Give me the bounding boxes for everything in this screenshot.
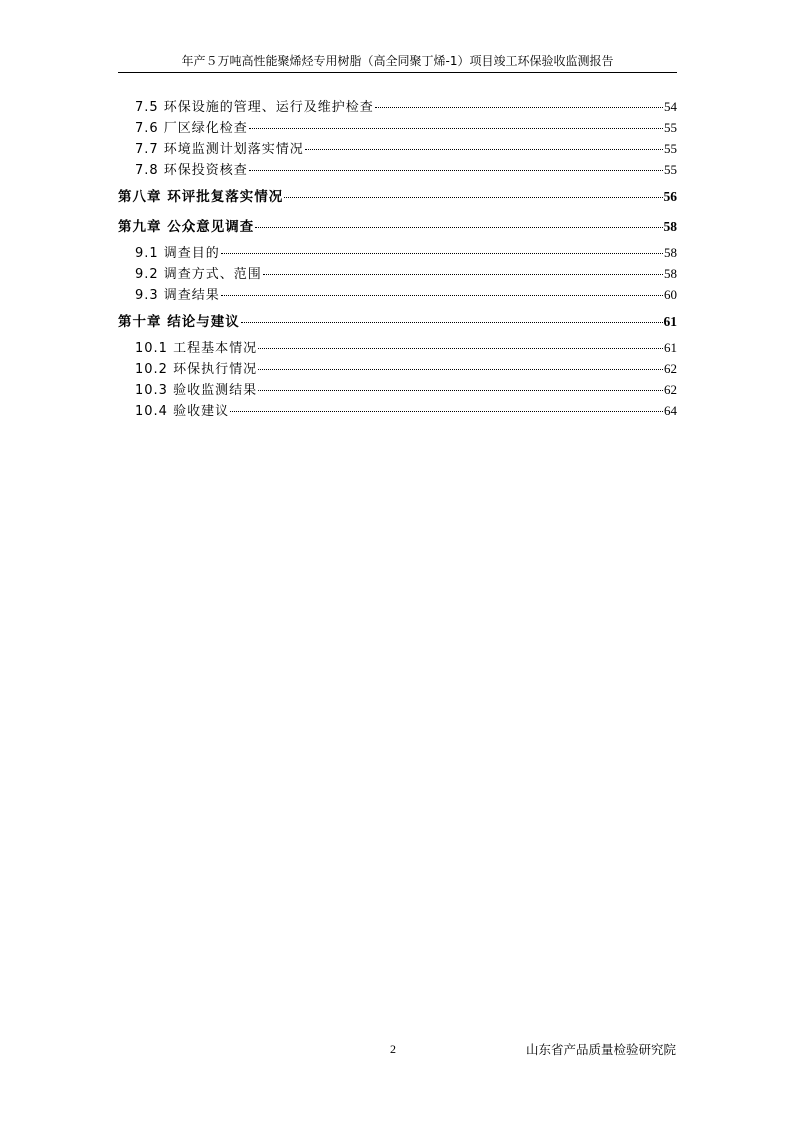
toc-entry-7-8[interactable] xyxy=(118,159,677,180)
toc-entry-page: 64 xyxy=(664,403,677,418)
toc-entry-9-3[interactable] xyxy=(118,284,677,305)
page-header xyxy=(118,52,677,73)
footer-organization: 山东省产品质量检验研究院 xyxy=(525,1042,676,1057)
toc-chapter-label: 第八章 环评批复落实情况 xyxy=(118,189,284,205)
toc-leader-dots xyxy=(258,390,663,391)
toc-entry-label: 10.3 验收监测结果 xyxy=(135,383,258,398)
toc-entry-page: 58 xyxy=(664,245,677,260)
toc-leader-dots xyxy=(255,227,662,228)
toc-entry-page: 55 xyxy=(664,162,677,177)
toc-chapter-page: 58 xyxy=(663,219,677,234)
footer-page-number: 2 xyxy=(390,1042,396,1056)
toc-entry-label: 9.1 调查目的 xyxy=(135,246,220,261)
toc-entry-page: 60 xyxy=(664,287,677,302)
toc-leader-dots xyxy=(221,253,663,254)
toc-entry-label: 7.5 环保设施的管理、运行及维护检查 xyxy=(135,100,374,115)
toc-entry-label: 9.2 调查方式、范围 xyxy=(135,267,262,282)
toc-entry-7-6[interactable] xyxy=(118,117,677,138)
toc-leader-dots xyxy=(221,295,663,296)
toc-chapter-label: 第九章 公众意见调查 xyxy=(118,219,255,235)
toc-leader-dots xyxy=(284,197,662,198)
toc-chapter-10[interactable] xyxy=(118,308,677,335)
toc-entry-9-2[interactable] xyxy=(118,263,677,284)
toc-chapter-8[interactable] xyxy=(118,183,677,210)
toc-entry-page: 62 xyxy=(664,382,677,397)
toc-leader-dots xyxy=(241,322,663,323)
toc-chapter-9[interactable] xyxy=(118,213,677,240)
toc-entry-page: 54 xyxy=(664,99,677,114)
toc-entry-page: 61 xyxy=(664,340,677,355)
toc-leader-dots xyxy=(375,107,663,108)
toc-entry-label: 7.7 环境监测计划落实情况 xyxy=(135,142,304,157)
toc-chapter-page: 61 xyxy=(663,314,677,329)
header-title: 年产５万吨高性能聚烯烃专用树脂（高全同聚丁烯-1）项目竣工环保验收监测报告 xyxy=(181,54,614,68)
toc-chapter-page: 56 xyxy=(663,189,677,204)
table-of-contents xyxy=(118,96,677,421)
toc-entry-10-4[interactable] xyxy=(118,400,677,421)
toc-entry-label: 7.6 厂区绿化检查 xyxy=(135,121,248,136)
toc-entry-label: 10.4 验收建议 xyxy=(135,404,230,419)
toc-entry-page: 58 xyxy=(664,266,677,281)
toc-leader-dots xyxy=(249,170,663,171)
toc-entry-label: 10.2 环保执行情况 xyxy=(135,362,258,377)
toc-entry-9-1[interactable] xyxy=(118,242,677,263)
toc-leader-dots xyxy=(258,348,663,349)
toc-entry-7-7[interactable] xyxy=(118,138,677,159)
toc-entry-page: 55 xyxy=(664,120,677,135)
toc-chapter-label: 第十章 结论与建议 xyxy=(118,314,240,330)
toc-leader-dots xyxy=(258,369,663,370)
toc-leader-dots xyxy=(249,128,663,129)
toc-entry-label: 10.1 工程基本情况 xyxy=(135,341,258,356)
toc-entry-label: 7.8 环保投资核查 xyxy=(135,163,248,178)
toc-entry-10-2[interactable] xyxy=(118,358,677,379)
toc-entry-label: 9.3 调查结果 xyxy=(135,288,220,303)
toc-entry-7-5[interactable] xyxy=(118,96,677,117)
toc-entry-page: 55 xyxy=(664,141,677,156)
toc-entry-10-3[interactable] xyxy=(118,379,677,400)
toc-leader-dots xyxy=(230,411,663,412)
toc-entry-page: 62 xyxy=(664,361,677,376)
toc-entry-10-1[interactable] xyxy=(118,337,677,358)
toc-leader-dots xyxy=(305,149,663,150)
toc-leader-dots xyxy=(263,274,663,275)
